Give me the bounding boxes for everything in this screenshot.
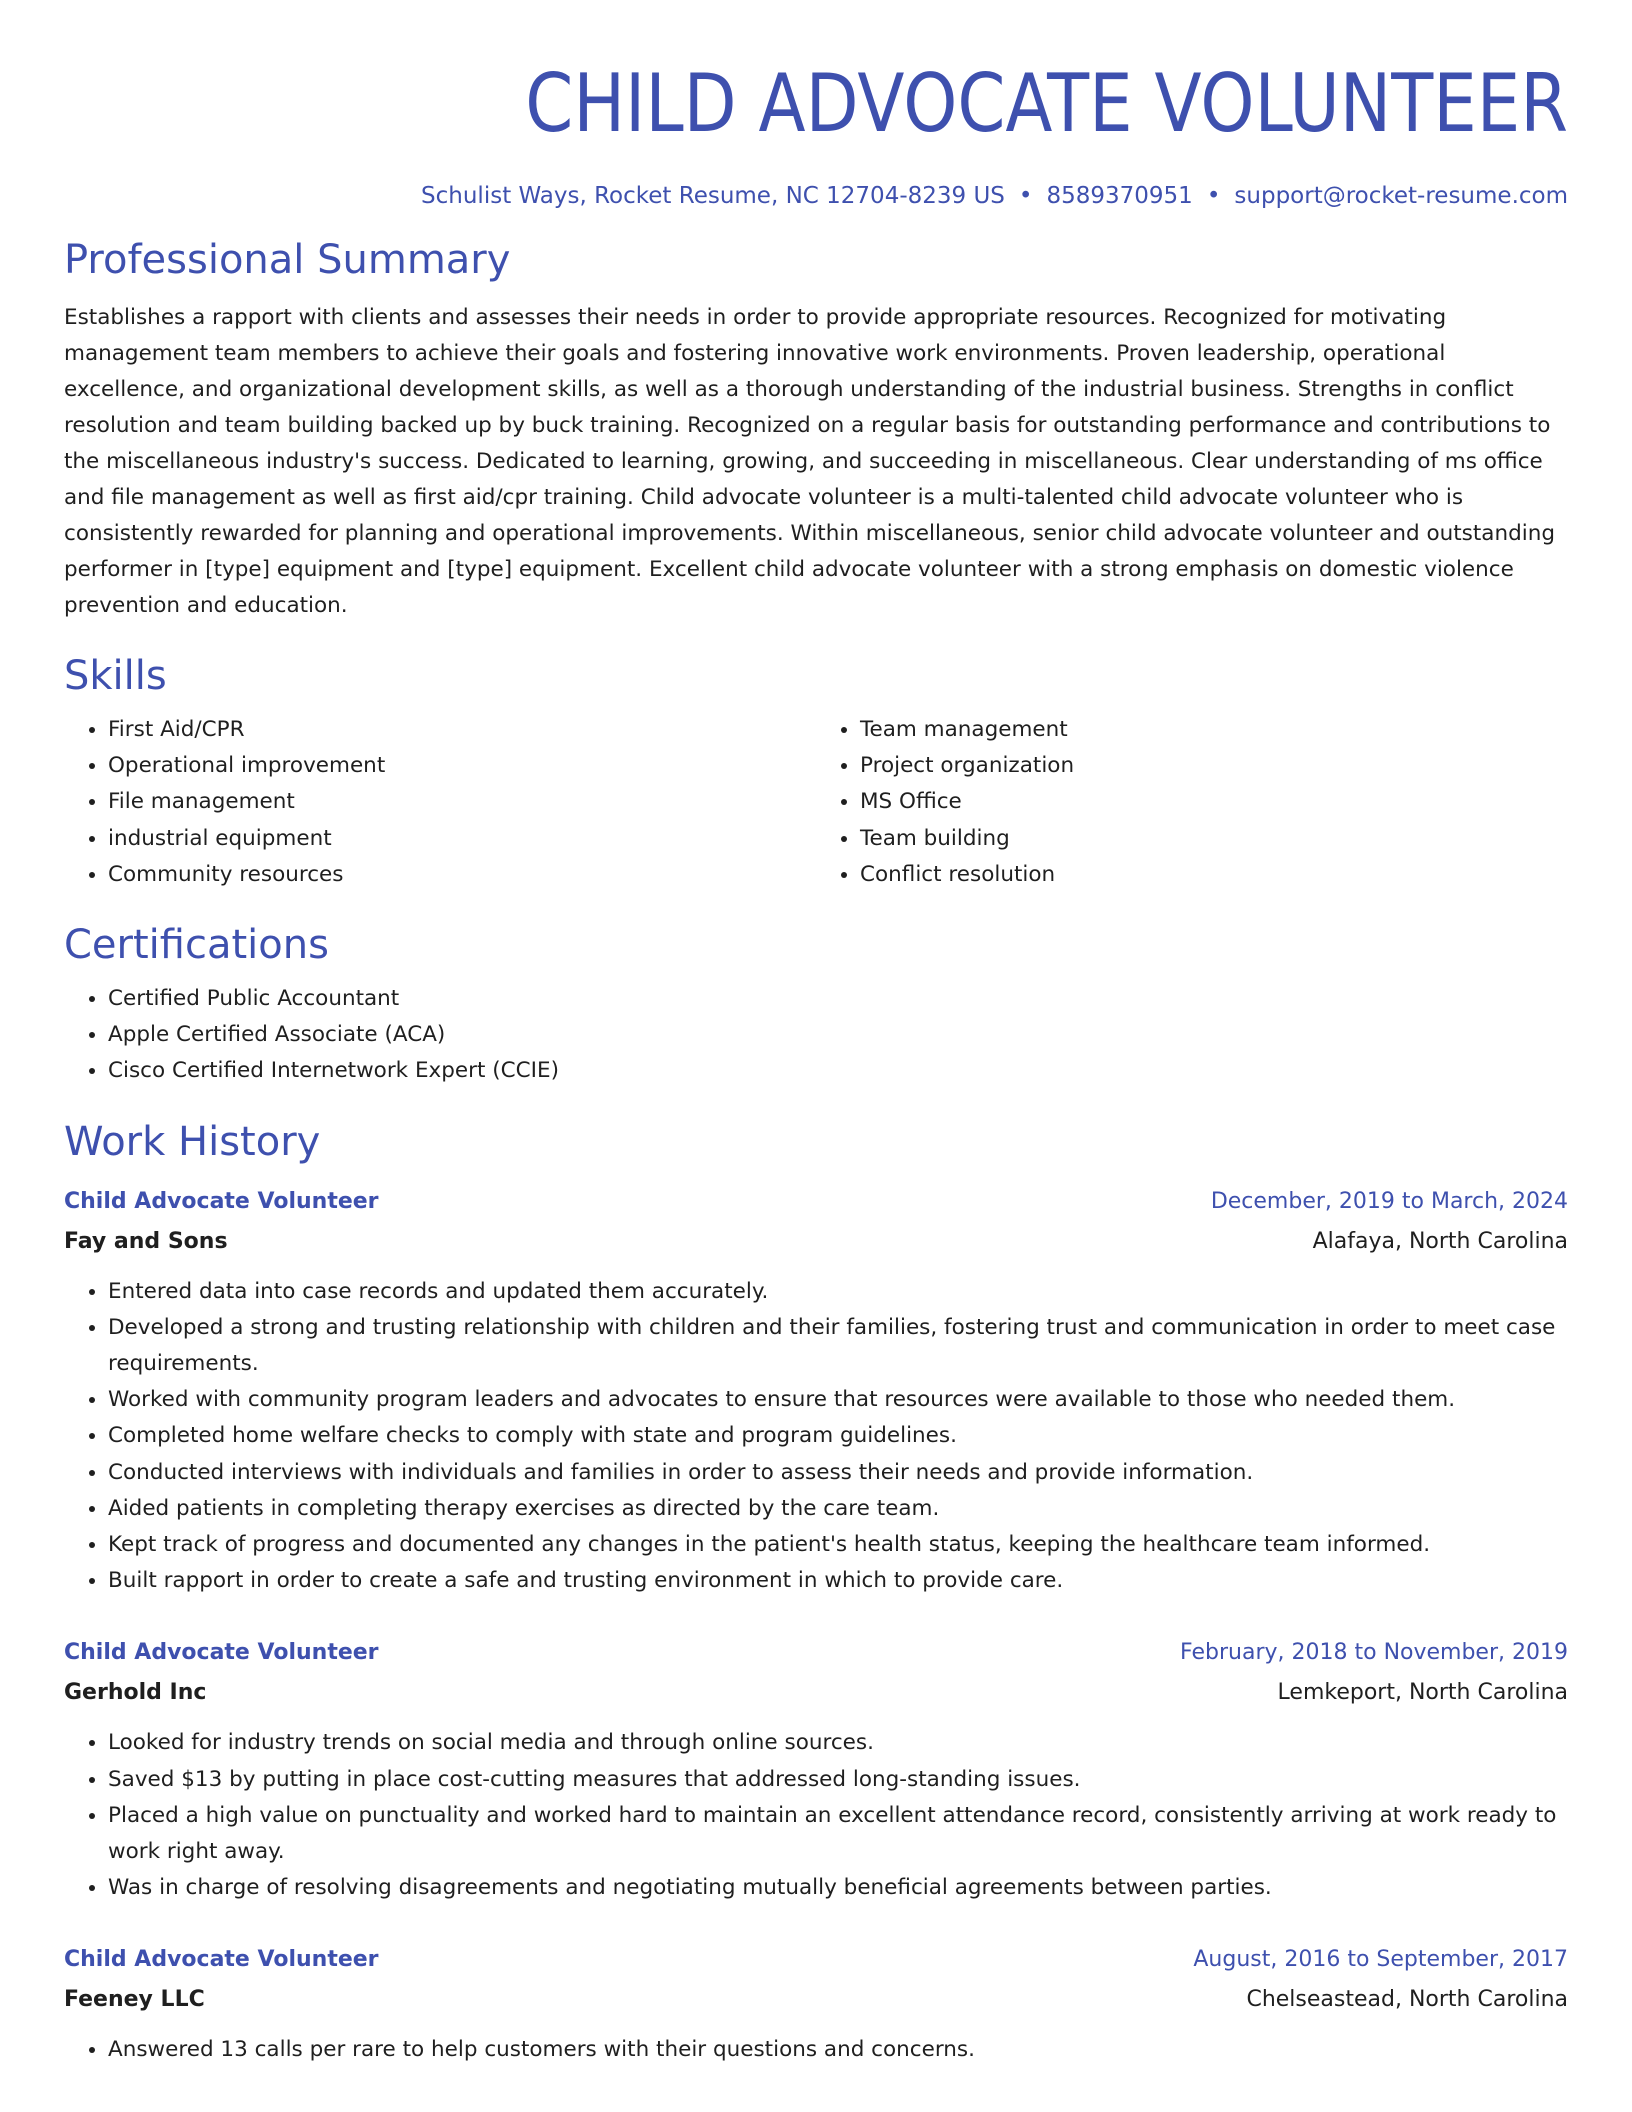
contact-line	[64, 180, 1568, 212]
skill-item: • Conflict resolution	[860, 857, 1568, 893]
job-location: Alafaya, North Carolina	[1312, 1228, 1568, 1254]
duty-item: • Answered 13 calls per rare to help customers with their questions and concerns.	[108, 2032, 1568, 2068]
section-title-work-history: Work History	[64, 1118, 321, 1165]
job-entry	[64, 1633, 1568, 1906]
section-title-certifications: Certifications	[64, 922, 329, 969]
job-company: Fay and Sons	[64, 1228, 228, 1254]
certification-item: • Cisco Certified Internetwork Expert (CCIE)	[108, 1053, 1568, 1089]
certifications-list	[64, 981, 1568, 1090]
duty-item: • Worked with community program leaders and advocates to ensure that resources were available to those who needed them.	[108, 1382, 1568, 1418]
duty-item: • Aided patients in completing therapy exercises as directed by the care team.	[108, 1491, 1568, 1527]
contact-email: support@rocket-resume.com	[1234, 183, 1568, 209]
certification-item: • Certified Public Accountant	[108, 981, 1568, 1017]
duty-item: • Completed home welfare checks to comply with state and program guidelines.	[108, 1418, 1568, 1454]
skills-column-right	[816, 712, 1568, 893]
job-duties	[64, 1274, 1568, 1600]
job-dates: August, 2016 to September, 2017	[1193, 1947, 1568, 1973]
job-title: Child Advocate Volunteer	[64, 1947, 379, 1973]
job-company: Gerhold Inc	[64, 1680, 207, 1706]
duty-item: • Saved $13 by putting in place cost-cutting measures that addressed long-standing issues.	[108, 1762, 1568, 1798]
job-header	[64, 1940, 1568, 1980]
job-entry	[64, 1940, 1568, 2068]
job-dates: February, 2018 to November, 2019	[1180, 1640, 1568, 1666]
skill-item: • industrial equipment	[108, 821, 816, 857]
job-entry	[64, 1182, 1568, 1600]
contact-separator: •	[1018, 183, 1033, 209]
duty-item: • Conducted interviews with individuals and families in order to assess their needs and provide information.	[108, 1455, 1568, 1491]
skills-list	[64, 712, 1568, 893]
job-duties	[64, 1725, 1568, 1906]
duty-item: • Kept track of progress and documented any changes in the patient's health status, keeping the healthcare team informed.	[108, 1527, 1568, 1563]
job-subheader	[64, 1673, 1568, 1713]
job-subheader	[64, 1980, 1568, 2020]
duty-item: • Built rapport in order to create a safe and trusting environment in which to provide care.	[108, 1563, 1568, 1599]
job-title: Child Advocate Volunteer	[64, 1640, 379, 1666]
skill-item: • MS Office	[860, 784, 1568, 820]
summary-text: Establishes a rapport with clients and assesses their needs in order to provide appropriate resources. Recognized for motivating management team members to achieve their goals and fostering innovative work environments. Proven leadership, operational excellence, and organizational development skills, as well as a thorough understanding of the industrial business. Strengths in conflict resolution and team building backed up by buck training. Recognized on a regular basis for outstanding performance and contributions to the miscellaneous industry's success. Dedicated to learning, growing, and succeeding in miscellaneous. Clear understanding of ms office and file management as well as first aid/cpr training. Child advocate volunteer is a multi-talented child advocate volunteer who is consistently rewarded for planning and operational improvements. Within miscellaneous, senior child advocate volunteer and outstanding performer in [type] equipment and [type] equipment. Excellent child advocate volunteer with a strong emphasis on domestic violence prevention and education.	[64, 305, 1555, 618]
job-duties	[64, 2032, 1568, 2068]
job-dates: December, 2019 to March, 2024	[1210, 1188, 1568, 1214]
job-location: Chelseastead, North Carolina	[1246, 1987, 1568, 2013]
contact-address: Schulist Ways, Rocket Resume, NC 12704-8239 US	[421, 183, 1005, 209]
duty-item: • Placed a high value on punctuality and worked hard to maintain an excellent attendance record, consistently arriving at work ready to work right away.	[108, 1798, 1568, 1870]
skill-item: • Project organization	[860, 748, 1568, 784]
contact-separator: •	[1206, 183, 1221, 209]
skill-item: • Team management	[860, 712, 1568, 748]
skill-item: • Community resources	[108, 857, 816, 893]
skill-item: • Operational improvement	[108, 748, 816, 784]
section-title-summary: Professional Summary	[64, 237, 511, 283]
certification-item: • Apple Certified Associate (ACA)	[108, 1017, 1568, 1053]
job-title: Child Advocate Volunteer	[64, 1188, 379, 1214]
skills-column-left	[64, 712, 816, 893]
job-subheader	[64, 1222, 1568, 1262]
resume-page	[64, 0, 1568, 2069]
job-company: Feeney LLC	[64, 1987, 205, 2013]
section-title-skills: Skills	[64, 653, 167, 699]
resume-name: CHILD ADVOCATE VOLUNTEER	[525, 57, 1568, 150]
skill-item: • Team building	[860, 821, 1568, 857]
duty-item: • Entered data into case records and updated them accurately.	[108, 1274, 1568, 1310]
duty-item: • Looked for industry trends on social media and through online sources.	[108, 1725, 1568, 1761]
skill-item: • First Aid/CPR	[108, 712, 816, 748]
skill-item: • File management	[108, 784, 816, 820]
job-header	[64, 1182, 1568, 1222]
duty-item: • Was in charge of resolving disagreements and negotiating mutually beneficial agreements between parties.	[108, 1870, 1568, 1906]
contact-phone: 8589370951	[1046, 183, 1193, 209]
duty-item: • Developed a strong and trusting relationship with children and their families, fostering trust and communication in order to meet case requirements.	[108, 1310, 1568, 1382]
job-header	[64, 1633, 1568, 1673]
job-location: Lemkeport, North Carolina	[1277, 1680, 1568, 1706]
